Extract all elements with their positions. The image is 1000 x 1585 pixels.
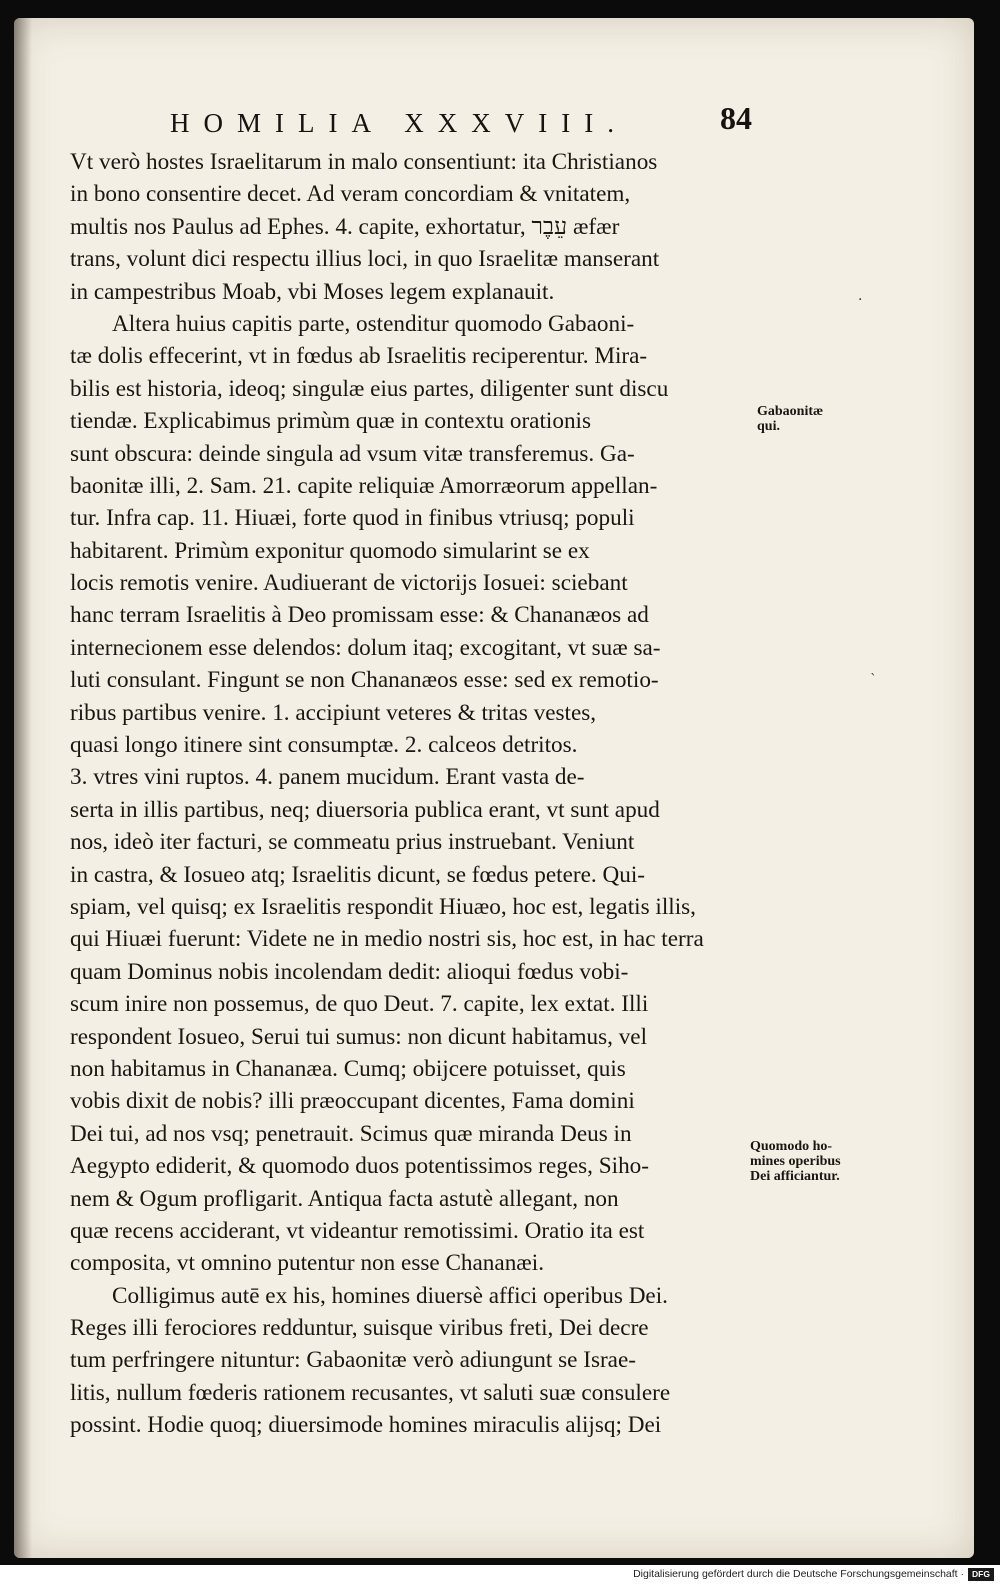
text-line: 3. vtres vini ruptos. 4. panem mucidum. Erant vasta de- <box>70 764 585 791</box>
marginal-note-line: Gabaonitæ <box>757 404 824 419</box>
text-line: quæ recens acciderant, vt videantur remotissimi. Oratio ita est <box>70 1217 645 1244</box>
text-line: locis remotis venire. Audiuerant de victorijs Iosuei: sciebant <box>70 570 628 597</box>
text-line: qui Hiuæi fuerunt: Videte ne in medio nostri sis, hoc est, in hac terra <box>70 926 704 953</box>
text-line: scum inire non possemus, de quo Deut. 7. capite, lex extat. Illi <box>70 991 649 1018</box>
marginal-note-gabaonitae <box>757 404 823 434</box>
text-line: vobis dixit de nobis? illi præoccupant dicentes, Fama domini <box>70 1088 635 1115</box>
text-line: possint. Hodie quoq; diuersimode homines miraculis alijsq; Dei <box>70 1412 662 1439</box>
text-line: Vt verò hostes Israelitarum in malo consentiunt: ita Christianos <box>70 149 658 175</box>
text-line: internecionem esse delendos: dolum itaq; excogitant, vt suæ sa- <box>70 634 661 661</box>
page-gutter-shadow <box>14 18 32 1558</box>
text-line: Reges illi ferociores redduntur, suisque viribus freti, Dei decre <box>70 1315 649 1342</box>
text-line: quam Dominus nobis incolendam dedit: alioqui fœdus vobi- <box>70 958 629 985</box>
dfg-logo: DFG <box>968 1568 994 1581</box>
marginal-note-line: mines operibus <box>750 1154 841 1169</box>
text-line: quasi longo itinere sint consumptæ. 2. calceos detritos. <box>70 732 578 759</box>
text-line: serta in illis partibus, neq; diuersoria publica erant, vt sunt apud <box>70 796 660 823</box>
text-line: nos, ideò iter facturi, se commeatu prius instruebant. Veniunt <box>70 829 635 856</box>
digitization-credit: Digitalisierung gefördert durch die Deutsche Forschungsgemeinschaft · <box>633 1568 964 1580</box>
marginal-note-line: Quomodo ho- <box>750 1139 833 1154</box>
text-line: Aegypto ediderit, & quomodo duos potentissimos reges, Siho- <box>70 1153 649 1180</box>
marginal-note-line: Dei afficiantur. <box>750 1169 840 1184</box>
text-line: ribus partibus venire. 1. accipiunt veteres & tritas vestes, <box>70 699 597 726</box>
text-line: baonitæ illi, 2. Sam. 21. capite reliquiæ Amorræorum appellan- <box>70 472 658 499</box>
text-line: tum perfringere nituntur: Gabaonitæ verò adiungunt se Israe- <box>70 1347 636 1374</box>
text-line: Altera huius capitis parte, ostenditur quomodo Gabaoni- <box>112 310 635 337</box>
text-line: tæ dolis effecerint, vt in fœdus ab Israelitis reciperentur. Mira- <box>70 343 648 370</box>
text-line: Dei tui, ad nos vsq; penetrauit. Scimus quæ miranda Deus in <box>70 1120 632 1147</box>
text-line: spiam, vel quisq; ex Israelitis respondit Hiuæo, hoc est, legatis illis, <box>70 893 696 920</box>
running-head: HOMILIA XXXVIII. <box>170 108 628 138</box>
text-line: habitarent. Primùm exponitur quomodo simularint se ex <box>70 537 590 564</box>
marginal-note-line: qui. <box>757 419 780 434</box>
text-line: luti consulant. Fingunt se non Chananæos esse: sed ex remotio- <box>70 667 659 694</box>
text-line: nem & Ogum profligarit. Antiqua facta astutè allegant, non <box>70 1185 619 1212</box>
text-line: Colligimus autē ex his, homines diuersè affici operibus Dei. <box>112 1282 668 1309</box>
text-line: in bono consentire decet. Ad veram concordiam & vnitatem, <box>70 181 631 208</box>
text-line: in castra, & Iosueo atq; Israelitis dicunt, se fœdus petere. Qui- <box>70 861 646 888</box>
page-number: 84 <box>720 100 752 136</box>
margin-speck: ˋ <box>870 672 877 688</box>
margin-speck: · <box>858 292 863 308</box>
text-line: litis, nullum fœderis rationem recusantes, vt saluti suæ consulere <box>70 1379 671 1406</box>
text-line: bilis est historia, ideoq; singulæ eius partes, diligenter sunt discu <box>70 375 669 402</box>
marginal-note-quomodo <box>750 1139 841 1184</box>
text-line: tur. Infra cap. 11. Hiuæi, forte quod in finibus vtriusq; populi <box>70 505 635 532</box>
text-line: respondent Iosueo, Serui tui sumus: non dicunt habitamus, vel <box>70 1023 648 1050</box>
text-line: sunt obscura: deinde singula ad vsum vitæ transferemus. Ga- <box>70 440 635 467</box>
text-line: composita, vt omnino putentur non esse Chananæi. <box>70 1250 544 1277</box>
text-line: multis nos Paulus ad Ephes. 4. capite, exhortatur, עֵבֶר æfær <box>70 213 620 240</box>
text-line: tiendæ. Explicabimus primùm quæ in contextu orationis <box>70 408 592 435</box>
text-line: hanc terram Israelitis à Deo promissam esse: & Chananæos ad <box>70 602 649 629</box>
text-line: in campestribus Moab, vbi Moses legem explanauit. <box>70 278 555 305</box>
text-line: trans, volunt dici respectu illius loci, in quo Israelitæ manserant <box>70 246 660 273</box>
text-line: non habitamus in Chananæa. Cumq; obijcere potuisset, quis <box>70 1055 626 1082</box>
body-text <box>70 146 760 1442</box>
